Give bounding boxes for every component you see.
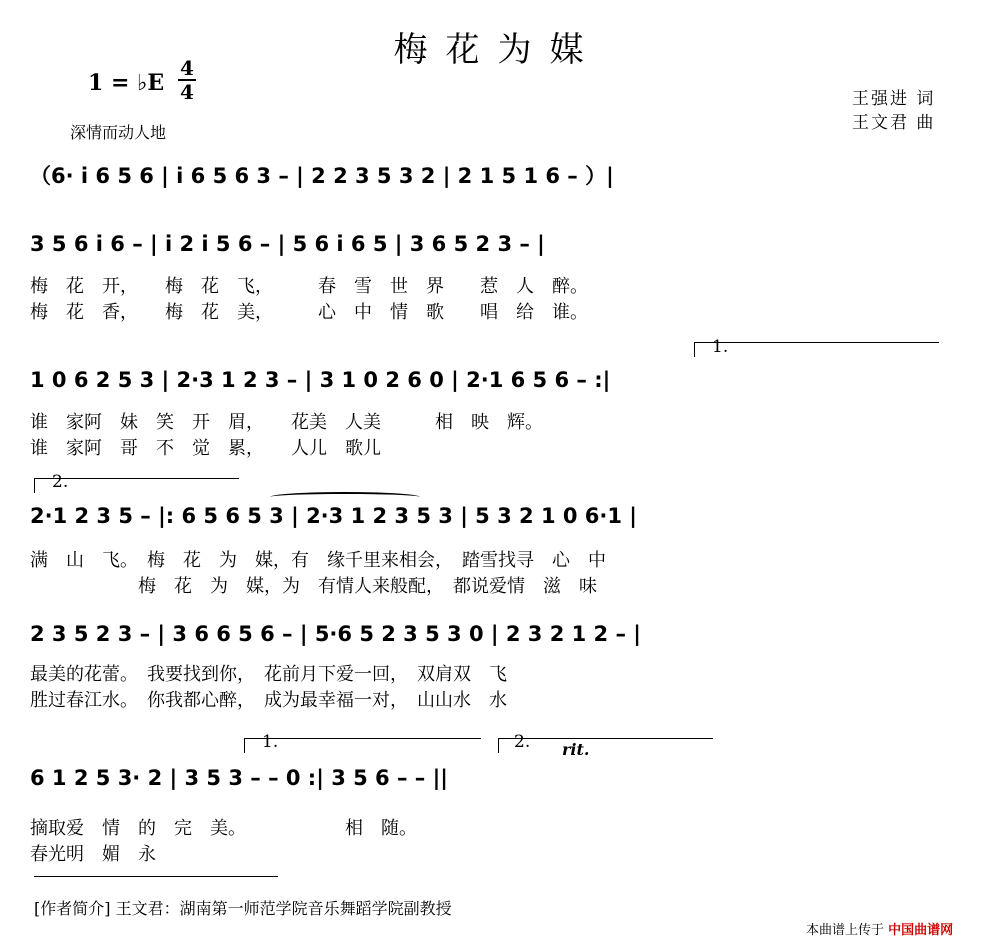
- lyric-row-5-verse-2: 胜过春江水。 你我都心醉， 成为最幸福一对， 山山水 水: [30, 690, 507, 711]
- composer-credit: 王文君 曲: [852, 113, 936, 133]
- phrase-slur: [270, 492, 420, 502]
- lyric-row-2-verse-1: 梅 花 开， 梅 花 飞， 春 雪 世 界 惹 人 醉。: [30, 276, 588, 297]
- time-signature: [176, 58, 198, 102]
- lyric-row-6-verse-1: 摘取爱 情 的 完 美。 相 随。: [30, 818, 417, 839]
- footnote-separator: [34, 876, 278, 877]
- ritardando-marking: rit.: [562, 740, 590, 759]
- source-credit: [806, 919, 953, 938]
- tempo-marking: 深情而动人地: [70, 123, 167, 142]
- notation-row-5: 2 3 5 2 3 – | 3 6 6 5 6 – | 5·6 5 2 3 5 3 0 | 2 3 2 1 2 – |: [30, 622, 641, 646]
- notation-row-3: 1 0 6 2 5 3 | 2·3 1 2 3 – | 3 1 0 2 6 0 | 2·1 6 5 6 – :|: [30, 368, 611, 392]
- lyric-row-2-verse-2: 梅 花 香， 梅 花 美， 心 中 情 歌 唱 给 谁。: [30, 302, 588, 323]
- lyric-row-4-verse-2: 梅 花 为 媒，为 有情人来般配， 都说爱情 滋 味: [30, 576, 597, 597]
- lyric-row-4-verse-1: 满 山 飞。 梅 花 为 媒，有 缘千里来相会， 踏雪找寻 心 中: [30, 550, 606, 571]
- meter-bottom: 4: [180, 80, 194, 104]
- volta-bracket-row6-1: [244, 738, 481, 753]
- lyricist-credit: 王强进 词: [852, 89, 936, 109]
- source-prefix: 本曲谱上传于: [806, 923, 885, 938]
- lyric-row-3-verse-1: 谁 家阿 妹 笑 开 眉， 花美 人美 相 映 辉。: [30, 412, 543, 433]
- key-signature: 1 = ♭E: [88, 70, 165, 96]
- notation-row-4: 2·1 2 3 5 – |: 6 5 6 5 3 | 2·3 1 2 3 5 3 | 5 3 2 1 0 6·1 |: [30, 504, 637, 528]
- volta-bracket-row6-2: [498, 738, 713, 753]
- source-brand: 中国曲谱网: [888, 923, 954, 938]
- notation-row-1: （6· i 6 5 6 | i 6 5 6 3 – | 2 2 3 5 3 2 | 2 1 5 1 6 – ）|: [30, 164, 614, 188]
- meter-top: 4: [180, 56, 194, 80]
- volta-label-2: 2.: [52, 472, 69, 492]
- author-note: [作者简介] 王文君：湖南第一师范学院音乐舞蹈学院副教授: [34, 899, 452, 918]
- volta-label-1: 1.: [712, 337, 729, 357]
- lyric-row-6-verse-2: 春光明 媚 永: [30, 844, 156, 865]
- lyric-row-3-verse-2: 谁 家阿 哥 不 觉 累， 人儿 歌儿: [30, 438, 381, 459]
- song-title: 梅花为媒: [393, 30, 602, 70]
- notation-row-2: 3 5 6 i 6 – | i 2 i 5 6 – | 5 6 i 6 5 | 3 6 5 2 3 – |: [30, 232, 545, 256]
- notation-row-6: 6 1 2 5 3· 2 | 3 5 3 – – 0 :| 3 5 6 – – ||: [30, 766, 448, 790]
- volta-label-row6-2: 2.: [514, 732, 531, 752]
- lyric-row-5-verse-1: 最美的花蕾。 我要找到你， 花前月下爱一回， 双肩双 飞: [30, 664, 507, 685]
- volta-bracket-1: [694, 342, 939, 357]
- volta-label-row6-1: 1.: [262, 732, 279, 752]
